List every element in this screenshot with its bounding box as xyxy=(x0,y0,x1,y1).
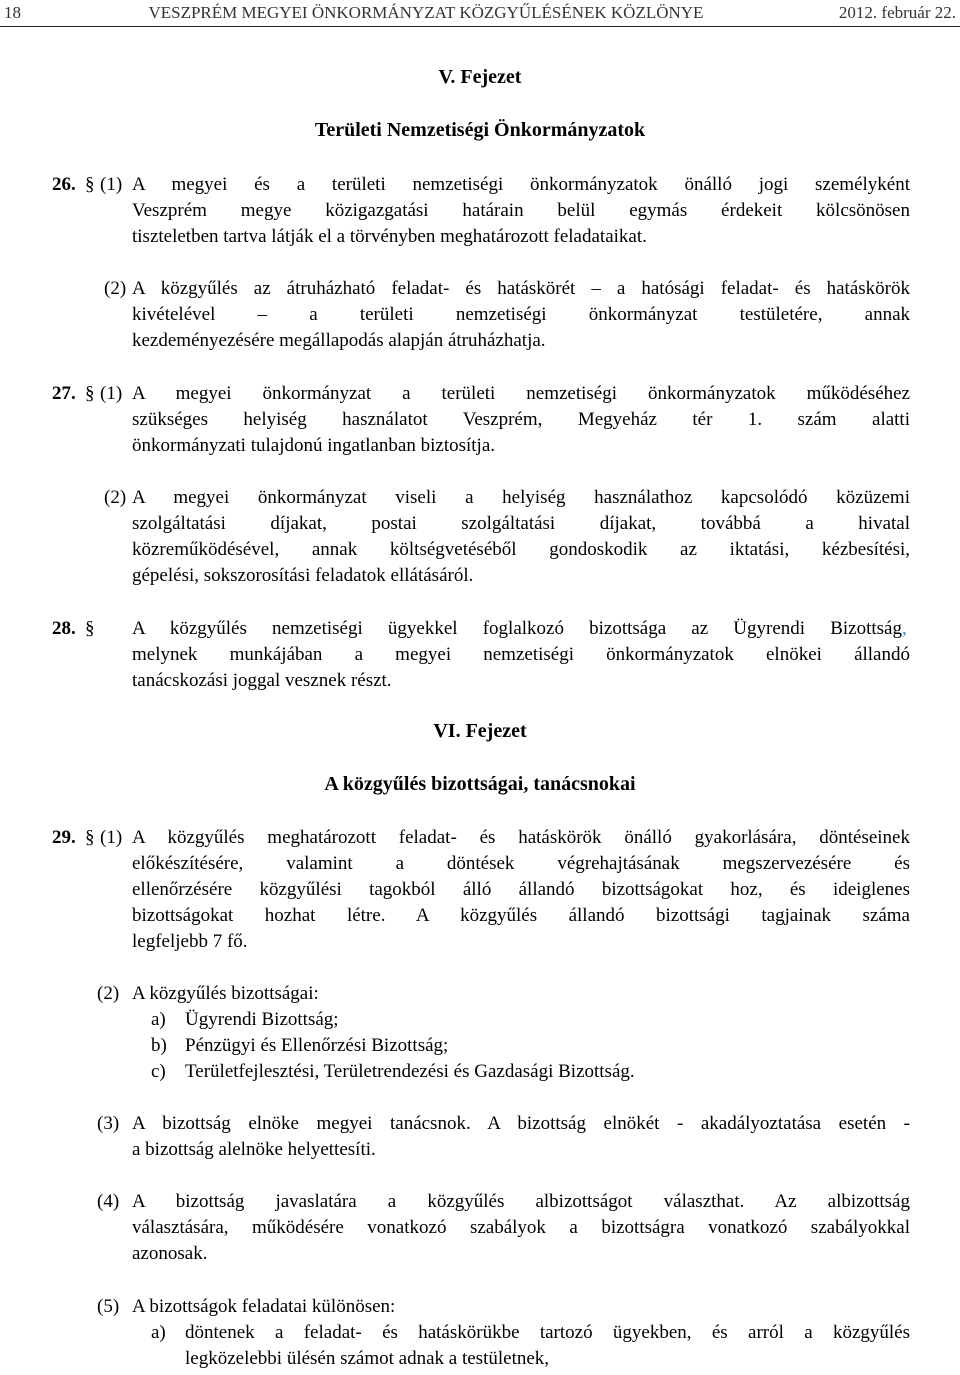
chapter-heading: VI. Fejezet xyxy=(433,720,527,742)
paragraph-line xyxy=(132,616,910,642)
list-item: Területfejlesztési, Területrendezési és Gazdasági Bizottság. xyxy=(185,1061,635,1082)
paragraph-number: (4) xyxy=(97,1191,120,1212)
page-number: 18 xyxy=(4,3,21,22)
section-mark: § xyxy=(85,618,95,639)
paragraph-line: közreműködésével, annak költségvetéséből gondoskodik az iktatási, kézbesítési, xyxy=(132,539,910,560)
list-intro: A bizottságok feladatai különösen: xyxy=(132,1296,396,1317)
paragraph-number: (2) xyxy=(97,983,120,1004)
paragraph-number: (2) xyxy=(104,487,127,508)
paragraph-line: A megyei önkormányzat a területi nemzetiségi önkormányzatok működéséhez xyxy=(132,383,910,404)
paragraph-line: A bizottság javaslatára a közgyűlés albizottságot választhat. Az albizottság xyxy=(132,1191,910,1212)
issue-date: 2012. február 22. xyxy=(838,3,956,22)
paragraph-line: a bizottság alelnöke helyettesíti. xyxy=(132,1139,376,1160)
paragraph-line: A közgyűlés az átruházható feladat- és hatáskörét – a hatósági feladat- és hatáskörök xyxy=(132,278,910,299)
list-item-label: a) xyxy=(151,1322,166,1343)
paragraph-line: gépelési, sokszorosítási feladatok ellátásáról. xyxy=(132,565,474,586)
chapter-heading: V. Fejezet xyxy=(438,66,522,88)
paragraph-line: tiszteletben tartva látják el a törvényben meghatározott feladataikat. xyxy=(132,226,647,247)
paragraph-line: kezdeményezésére megállapodás alapján átruházhatja. xyxy=(132,330,546,351)
paragraph-line: A megyei és a területi nemzetiségi önkormányzatok önálló jogi személyként xyxy=(132,174,910,195)
list-item: Ügyrendi Bizottság; xyxy=(185,1009,339,1030)
section-mark: § xyxy=(85,827,95,848)
paragraph-line: ellenőrzésére közgyűlési tagokból álló állandó bizottságokat hoz, és ideiglenes xyxy=(132,879,910,900)
paragraph-number: (1) xyxy=(100,383,123,404)
paragraph-line: szükséges helyiség használatot Veszprém, Megyeház tér 1. szám alatti xyxy=(132,409,910,430)
paragraph-number: (5) xyxy=(97,1296,120,1317)
paragraph-line: A közgyűlés meghatározott feladat- és hatáskörök önálló gyakorlására, döntéseinek xyxy=(132,827,910,848)
paragraph-number: (3) xyxy=(97,1113,120,1134)
list-item: döntenek a feladat- és hatáskörükbe tartozó ügyekben, és arról a közgyűlés xyxy=(185,1322,910,1343)
gazette-title: VESZPRÉM MEGYEI ÖNKORMÁNYZAT KÖZGYŰLÉSÉNEK KÖZLÖNYE xyxy=(148,3,704,22)
section-mark: § xyxy=(85,174,95,195)
chapter-title: A közgyűlés bizottságai, tanácsnokai xyxy=(324,773,636,795)
list-item-label: c) xyxy=(151,1061,166,1082)
paragraph-line: A bizottság elnöke megyei tanácsnok. A bizottság elnökét - akadályoztatása esetén - xyxy=(132,1113,910,1134)
paragraph-line-comma: , xyxy=(902,618,907,639)
list-item: legközelebbi ülésén számot adnak a testületnek, xyxy=(185,1348,550,1369)
paragraph-line: önkormányzati tulajdonú ingatlanban biztosítja. xyxy=(132,435,496,456)
paragraph-line-text: A közgyűlés nemzetiségi ügyekkel foglalkozó bizottsága az Ügyrendi Bizottság xyxy=(132,618,902,639)
paragraph-line: A megyei önkormányzat viseli a helyiség használathoz kapcsolódó közüzemi xyxy=(132,487,910,508)
paragraph-line: melynek munkájában a megyei nemzetiségi önkormányzatok elnökei állandó xyxy=(132,644,910,665)
list-intro: A közgyűlés bizottságai: xyxy=(132,983,319,1004)
paragraph-number: (1) xyxy=(100,174,123,195)
section-mark: § xyxy=(85,383,95,404)
paragraph-line: Veszprém megye közigazgatási határain belül egymás érdekeit kölcsönösen xyxy=(132,200,910,221)
paragraph-line: választására, működésére vonatkozó szabályok a bizottságra vonatkozó szabályokkal xyxy=(132,1217,910,1238)
paragraph-line: legfeljebb 7 fő. xyxy=(132,931,248,952)
section-number: 27. xyxy=(52,383,76,404)
paragraph-line: tanácskozási joggal vesznek részt. xyxy=(132,670,392,691)
paragraph-line: bizottságokat hozhat létre. A közgyűlés állandó bizottsági tagjainak száma xyxy=(132,905,910,926)
list-item: Pénzügyi és Ellenőrzési Bizottság; xyxy=(185,1035,449,1056)
paragraph-line: szolgáltatási díjakat, postai szolgáltatási díjakat, továbbá a hivatal xyxy=(132,513,910,534)
section-number: 28. xyxy=(52,618,76,639)
list-item-label: a) xyxy=(151,1009,166,1030)
paragraph-line: kivételével – a területi nemzetiségi önkormányzat testületére, annak xyxy=(132,304,910,325)
paragraph-number: (1) xyxy=(100,827,123,848)
running-header xyxy=(0,0,960,27)
list-item-label: b) xyxy=(151,1035,167,1056)
paragraph-number: (2) xyxy=(104,278,127,299)
section-number: 26. xyxy=(52,174,76,195)
paragraph-line: előkészítésére, valamint a döntések végrehajtásának megszervezésére és xyxy=(132,853,910,874)
paragraph-line: azonosak. xyxy=(132,1243,208,1264)
section-number: 29. xyxy=(52,827,76,848)
chapter-title: Területi Nemzetiségi Önkormányzatok xyxy=(314,119,646,141)
